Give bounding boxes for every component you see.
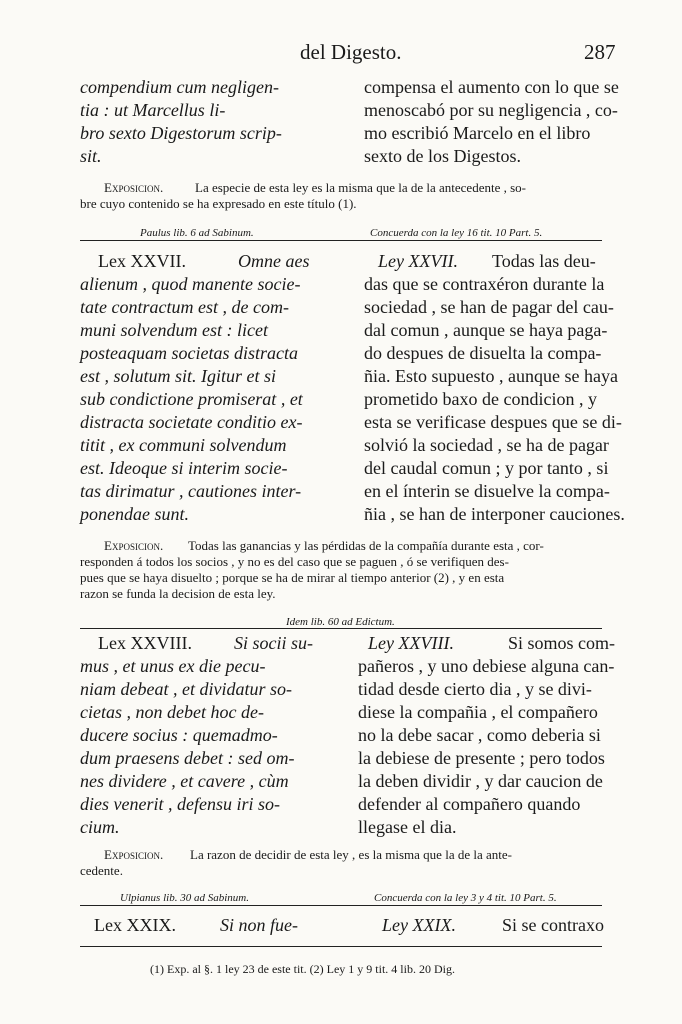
spanish-line-4: sexto de los Digestos. (364, 146, 521, 166)
heading-rule (80, 905, 602, 906)
latin-line: niam debeat , et dividatur so- (80, 679, 292, 699)
ley-label: Ley XXIX. (382, 915, 456, 935)
spanish-line-1: Todas las deu- (492, 251, 596, 271)
spanish-line: tidad desde cierto dia , y se divi- (358, 679, 592, 699)
spanish-line: do despues de disuelta la compa- (364, 343, 602, 363)
latin-line: distracta societate conditio ex- (80, 412, 303, 432)
spanish-line-1: Si se contraxo (502, 915, 604, 935)
exposicion-label: Exposicion. (104, 538, 164, 553)
latin-line: est , solutum sit. Igitur et si (80, 366, 277, 386)
spanish-line: no la debe sacar , como deberia si (358, 725, 601, 745)
latin-line-4: sit. (80, 146, 102, 166)
spanish-line: defender al compañero quando (358, 794, 581, 814)
spanish-line: solvió la sociedad , se ha de pagar (364, 435, 609, 455)
latin-line: mus , et unus ex die pecu- (80, 656, 266, 676)
lex-label: Lex XXIX. (94, 915, 176, 935)
latin-line: alienum , quod manente socie- (80, 274, 301, 294)
spanish-line-1: Si somos com- (508, 633, 616, 653)
exposicion-line: bre cuyo contenido se ha expresado en este título (1). (80, 196, 357, 211)
spanish-line-2: menoscabó por su negligencia , co- (364, 100, 618, 120)
source-citation-left: Paulus lib. 6 ad Sabinum. (140, 227, 254, 239)
heading-rule (80, 240, 602, 241)
spanish-line: ñia , se han de interponer cauciones. (364, 504, 625, 524)
spanish-line: diese la compañia , el compañero (358, 702, 598, 722)
exposicion-line: La razon de decidir de esta ley , es la misma que la de la ante- (190, 847, 512, 862)
latin-line: titit , ex communi solvendum (80, 435, 287, 455)
latin-line: tas dirimatur , cautiones inter- (80, 481, 302, 501)
latin-line-1: Si socii su- (234, 633, 313, 653)
exposicion-line: Todas las ganancias y las pérdidas de la compañía durante esta , cor- (188, 538, 544, 553)
latin-line: cium. (80, 817, 120, 837)
exposicion-label: Exposicion. (104, 180, 164, 195)
exposicion-line: La especie de esta ley es la misma que la de la antecedente , so- (195, 180, 526, 195)
latin-line: cietas , non debet hoc de- (80, 702, 264, 722)
spanish-line-1: compensa el aumento con lo que se (364, 77, 619, 97)
spanish-line: dal comun , aunque se haya paga- (364, 320, 608, 340)
exposicion-line: responden á todos los socios , y no es del caso que se paguen , ó se verifiquen des- (80, 554, 509, 569)
heading-rule (80, 628, 602, 629)
lex-label: Lex XXVII. (98, 251, 186, 271)
latin-line: ducere socius : quemadmo- (80, 725, 278, 745)
ley-label: Ley XXVII. (378, 251, 458, 271)
latin-line: est. Ideoque si interim socie- (80, 458, 288, 478)
spanish-line: la deben dividir , y dar caucion de (358, 771, 603, 791)
ley-label: Ley XXVIII. (368, 633, 454, 653)
spanish-line: prometido baxo de condicion , y (364, 389, 597, 409)
footnotes: (1) Exp. al §. 1 ley 23 de este tit. (2) Ley 1 y 9 tit. 4 lib. 20 Dig. (150, 962, 455, 976)
page-number: 287 (584, 40, 616, 64)
latin-line-1: Si non fue- (220, 915, 298, 935)
spanish-line: llegase el dia. (358, 817, 457, 837)
spanish-line: esta se verificase despues que se di- (364, 412, 622, 432)
spanish-line: en el ínterin se disuelve la compa- (364, 481, 610, 501)
spanish-line: del caudal comun ; y por tanto , si (364, 458, 609, 478)
exposicion-line: razon se funda la decision de esta ley. (80, 586, 276, 601)
latin-line-1: Omne aes (238, 251, 310, 271)
spanish-line: la debiese de presente ; pero todos (358, 748, 605, 768)
latin-line: nes dividere , et cavere , cùm (80, 771, 289, 791)
spanish-line: ñia. Esto supuesto , aunque se haya (364, 366, 618, 386)
spanish-line: pañeros , y uno debiese alguna can- (358, 656, 615, 676)
source-citation-left: Ulpianus lib. 30 ad Sabinum. (120, 892, 249, 904)
footnote-rule (80, 946, 602, 947)
running-head: del Digesto. (300, 40, 402, 64)
latin-line: muni solvendum est : licet (80, 320, 268, 340)
exposicion-line: cedente. (80, 863, 123, 878)
latin-line: dies venerit , defensu iri so- (80, 794, 280, 814)
source-citation-center: Idem lib. 60 ad Edictum. (286, 616, 395, 628)
latin-line: dum praesens debet : sed om- (80, 748, 295, 768)
source-citation-right: Concuerda con la ley 3 y 4 tit. 10 Part. 5. (374, 892, 557, 904)
latin-line: sub condictione promiserat , et (80, 389, 303, 409)
latin-line-1: compendium cum negligen- (80, 77, 279, 97)
latin-line: posteaquam societas distracta (80, 343, 298, 363)
spanish-line-3: mo escribió Marcelo en el libro (364, 123, 591, 143)
spanish-line: das que se contraxéron durante la (364, 274, 605, 294)
latin-line: ponendae sunt. (80, 504, 189, 524)
latin-line: tate contractum est , de com- (80, 297, 289, 317)
source-citation-right: Concuerda con la ley 16 tit. 10 Part. 5. (370, 227, 543, 239)
latin-line-3: bro sexto Digestorum scrip- (80, 123, 282, 143)
latin-line-2: tia : ut Marcellus li- (80, 100, 226, 120)
exposicion-line: pues que se haya disuelto ; porque se ha de mirar al tiempo anterior (2) , y en esta (80, 570, 505, 585)
exposicion-label: Exposicion. (104, 847, 164, 862)
spanish-line: sociedad , se han de pagar del cau- (364, 297, 614, 317)
lex-label: Lex XXVIII. (98, 633, 192, 653)
